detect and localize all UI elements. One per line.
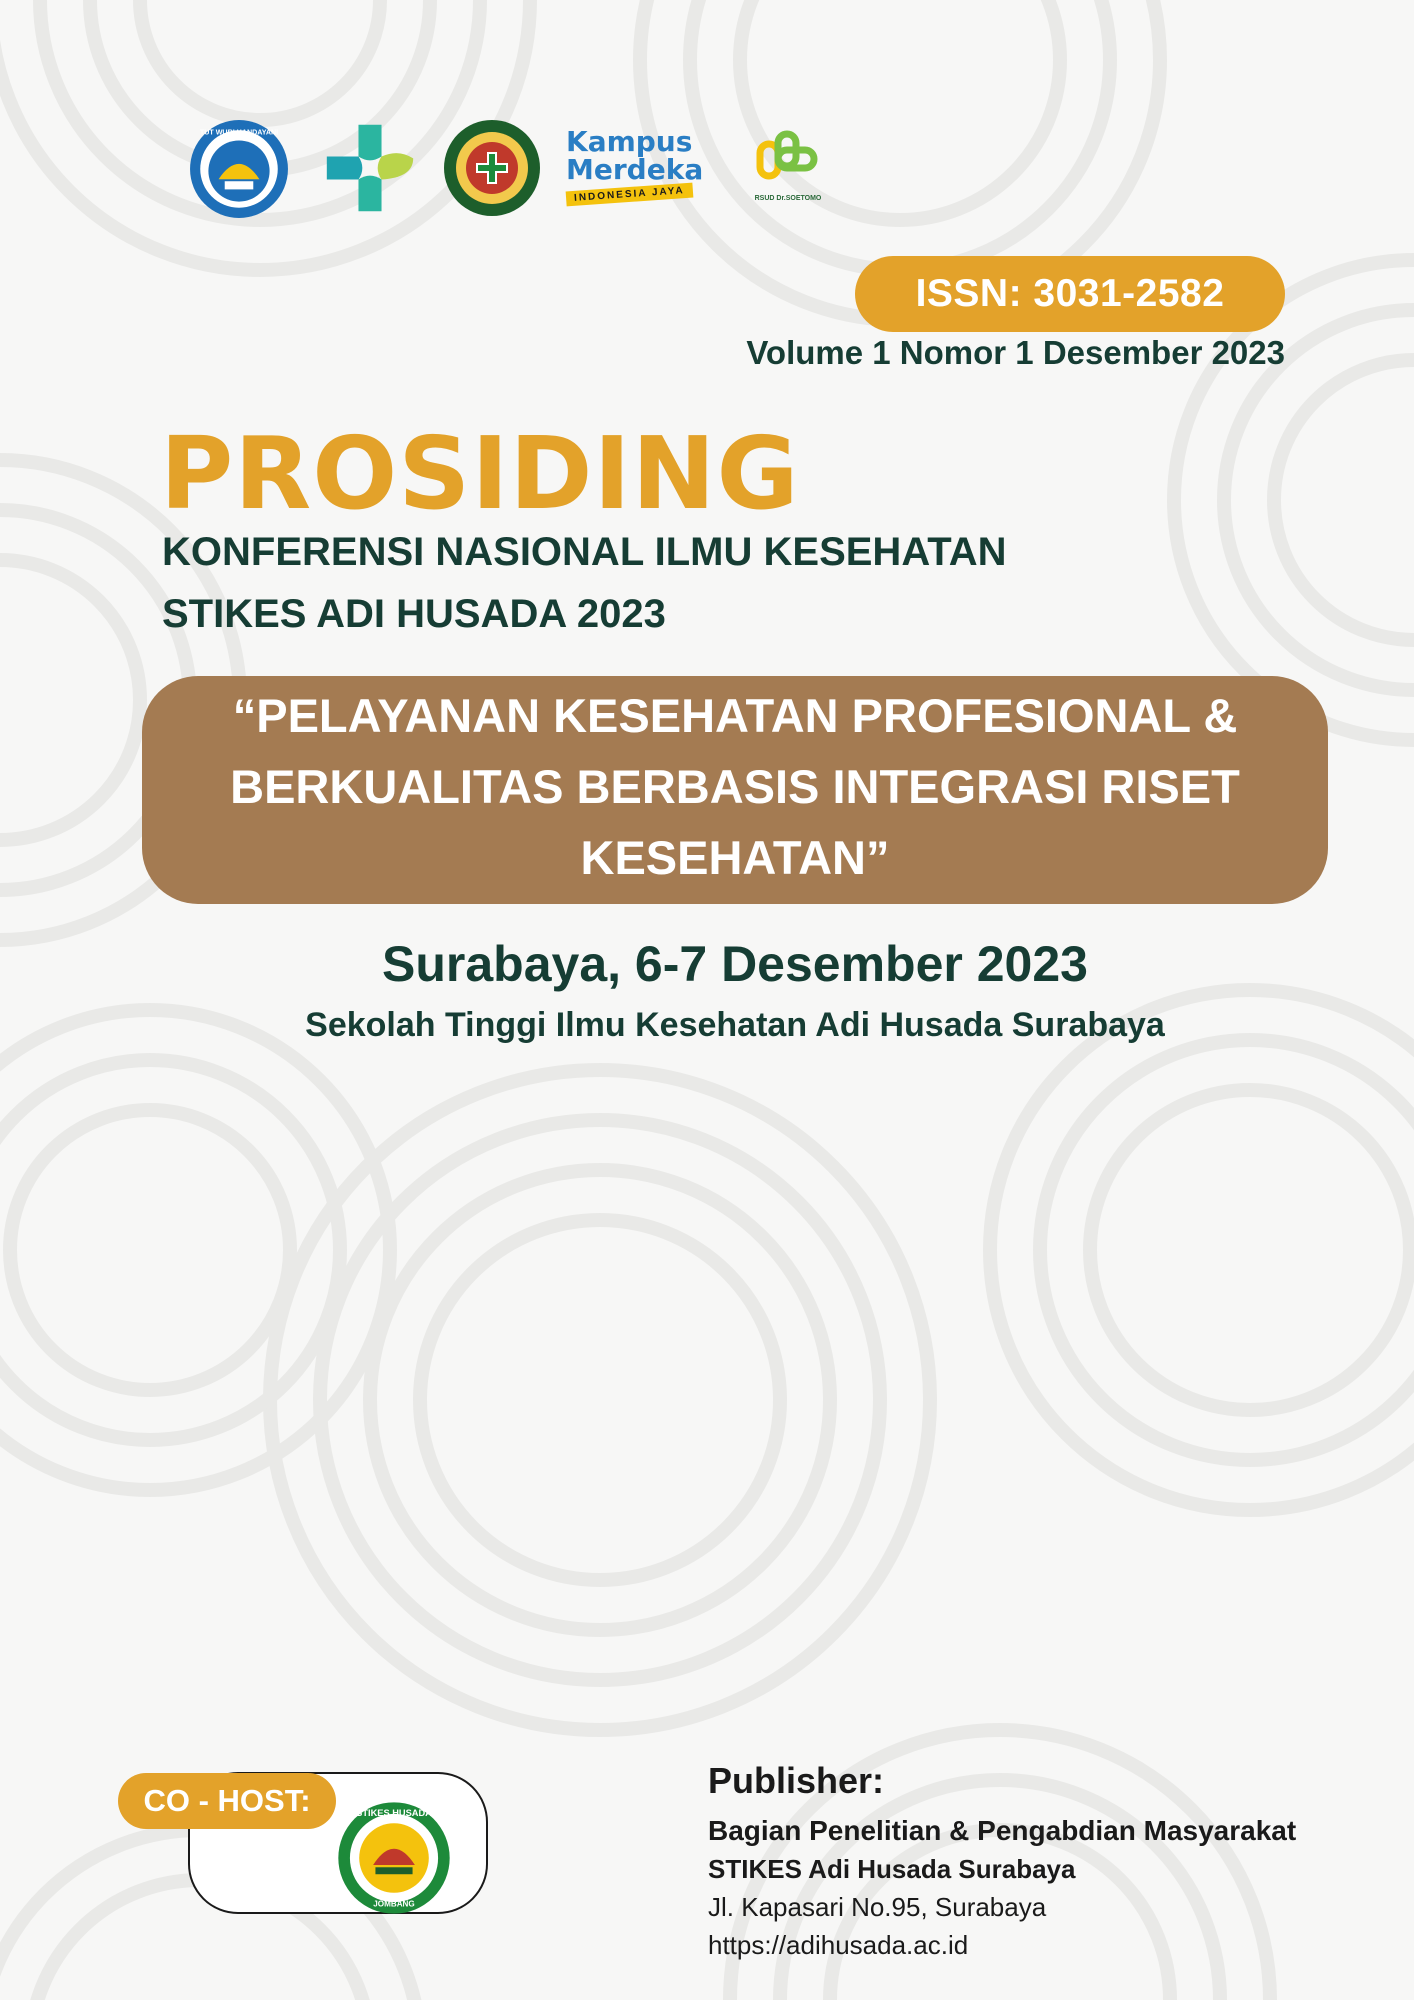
conference-name: KONFERENSI NASIONAL ILMU KESEHATAN	[162, 530, 1007, 574]
svg-text:JOMBANG: JOMBANG	[373, 1899, 415, 1909]
svg-text:RSUD Dr.SOETOMO: RSUD Dr.SOETOMO	[754, 195, 822, 202]
institution-name: Sekolah Tinggi Ilmu Kesehatan Adi Husada Surabaya	[305, 1006, 1165, 1044]
publisher-title: Publisher:	[708, 1760, 885, 1801]
theme-line-2: BERKUALITAS BERBASIS INTEGRASI RISET	[230, 760, 1240, 813]
kampus-merdeka-line1: Kampus	[566, 125, 693, 158]
stikes-adi-husada-logo	[442, 118, 542, 218]
svg-text:TUT WURI HANDAYANI: TUT WURI HANDAYANI	[199, 128, 279, 137]
publisher-address: Jl. Kapasari No.95, Surabaya	[708, 1892, 1047, 1922]
location-date: Surabaya, 6-7 Desember 2023	[382, 936, 1088, 992]
conference-host: STIKES ADI HUSADA 2023	[162, 592, 666, 636]
publisher-department: Bagian Penelitian & Pengabdian Masyarakat	[708, 1815, 1297, 1846]
kampus-merdeka-line2: Merdeka	[566, 153, 704, 186]
tut-wuri-handayani-logo	[188, 118, 290, 220]
page-title: PROSIDING	[160, 415, 800, 532]
theme-line-1: “PELAYANAN KESEHATAN PROFESIONAL &	[232, 689, 1238, 742]
publisher-website[interactable]: https://adihusada.ac.id	[708, 1930, 969, 1960]
publisher-institution: STIKES Adi Husada Surabaya	[708, 1854, 1076, 1884]
kemenkes-logo	[322, 118, 418, 218]
cohost-label: CO - HOST:	[118, 1773, 336, 1829]
theme-line-3: KESEHATAN”	[580, 831, 890, 884]
rsud-soetomo-logo	[752, 128, 824, 214]
svg-text:STIKES HUSADA: STIKES HUSADA	[356, 1808, 432, 1819]
kampus-merdeka-logo	[566, 125, 722, 214]
volume-info: Volume 1 Nomor 1 Desember 2023	[746, 334, 1285, 371]
kampus-merdeka-tag: INDONESIA JAYA	[566, 183, 694, 207]
issn-badge: ISSN: 3031-2582	[855, 256, 1285, 332]
stikes-husada-jombang-logo	[336, 1800, 452, 1916]
theme-text	[142, 680, 1328, 893]
